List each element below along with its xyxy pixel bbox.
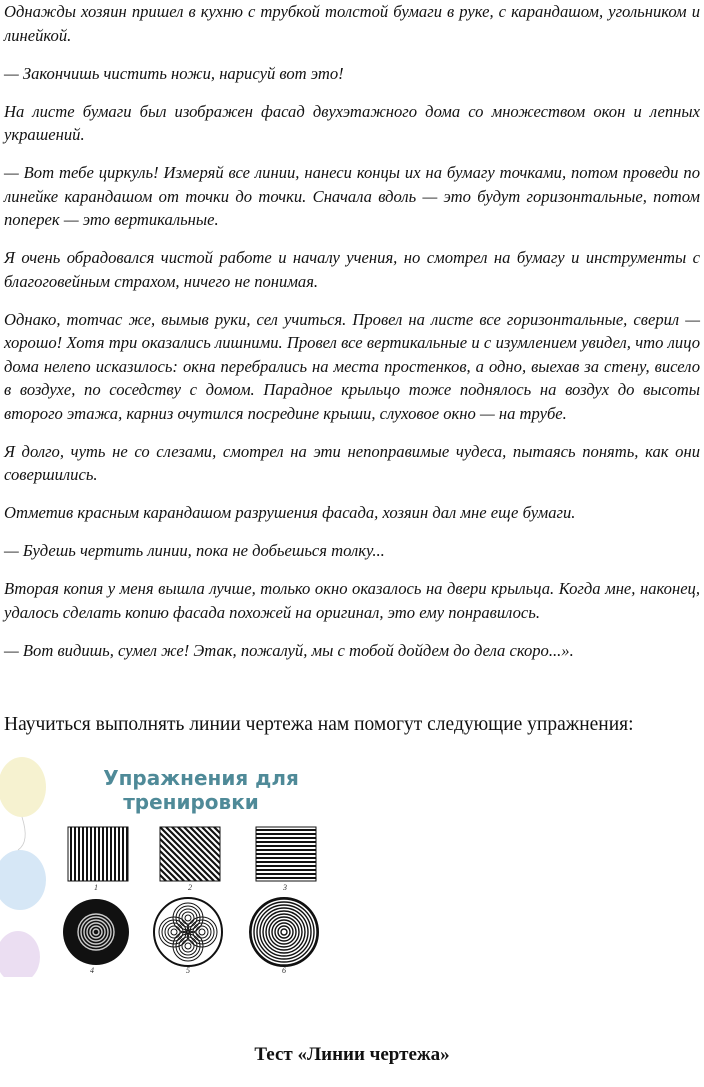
exercise-number-6: 6 [282, 966, 286, 975]
test-title: Тест «Линии чертежа» [254, 1044, 450, 1065]
paragraph-7: Я долго, чуть не со слезами, смотрел на эти непоправимые чудеса, пытаясь понять, как они совершились. [4, 441, 700, 484]
paragraph-9: — Будешь чертить линии, пока не добьешься толку... [4, 541, 385, 560]
figure-title-line1: Упражнения для [103, 766, 299, 790]
concentric-circles-icon [250, 898, 318, 966]
exercise-figure [0, 752, 330, 977]
vertical-lines-square-icon [68, 827, 128, 881]
story-text [4, 0, 700, 677]
paragraph-5: Я очень обрадовался чистой работе и началу учения, но смотрел на бумагу и инструменты с благоговейным страхом, ничего не понимая. [4, 248, 700, 291]
exercise-drawings [0, 752, 330, 977]
exercises-intro: Научиться выполнять линии чертежа нам помогут следующие упражнения: [4, 714, 634, 735]
paragraph-8: Отметив красным карандашом разрушения фасада, хозяин дал мне еще бумаги. [4, 503, 576, 522]
horizontal-lines-square-icon [256, 827, 316, 881]
exercise-number-3: 3 [283, 883, 287, 892]
exercise-number-2: 2 [188, 883, 192, 892]
concentric-circles-black-icon [63, 899, 129, 965]
paragraph-2: — Закончишь чистить ножи, нарисуй вот это! [4, 63, 344, 83]
paragraph-3: На листе бумаги был изображен фасад двухэтажного дома со множеством окон и лепных украшений. [4, 101, 700, 144]
exercise-number-5: 5 [186, 966, 190, 975]
paragraph-6: Однако, тотчас же, вымыв руки, сел учиться. Провел на листе все горизонтальные, сверил — хорошо! Хотя три оказались лишними. Провел все вертикальные и с изумлением увидел, что лицо дома нелепо исказилось: окна перебрались на места простенков, а одно, выехав за стену, висело в воздухе, по соседству с домом. Парадное крыльцо тоже поднялось на воздух до высоты второго этажа, карниз очутился посредине крыши, слуховое окно — на трубе. [4, 309, 700, 423]
paragraph-10: Вторая копия у меня вышла лучше, только окно оказалось на двери крыльца. Когда мне, наконец, удалось сделать копию фасада похожей на оригинал, это ему понравилось. [4, 579, 700, 622]
exercise-number-4: 4 [90, 966, 94, 975]
figure-title-line2: тренировки [123, 790, 259, 814]
paragraph-11: — Вот видишь, сумел же! Этак, пожалуй, мы с тобой дойдем до дела скоро...». [4, 640, 574, 660]
paragraph-1: Однажды хозяин пришел в кухню с трубкой толстой бумаги в руке, с карандашом, угольником и линейкой. [4, 2, 700, 45]
exercise-number-1: 1 [94, 883, 98, 892]
paragraph-4: — Вот тебе циркуль! Измеряй все линии, нанеси концы их на бумагу точками, потом проведи по линейке карандашом от точки до точки. Сначала вдоль — это будут горизонтальные, потом поперек — это вертикальные. [4, 163, 700, 229]
ornament-circle-icon [154, 898, 222, 966]
